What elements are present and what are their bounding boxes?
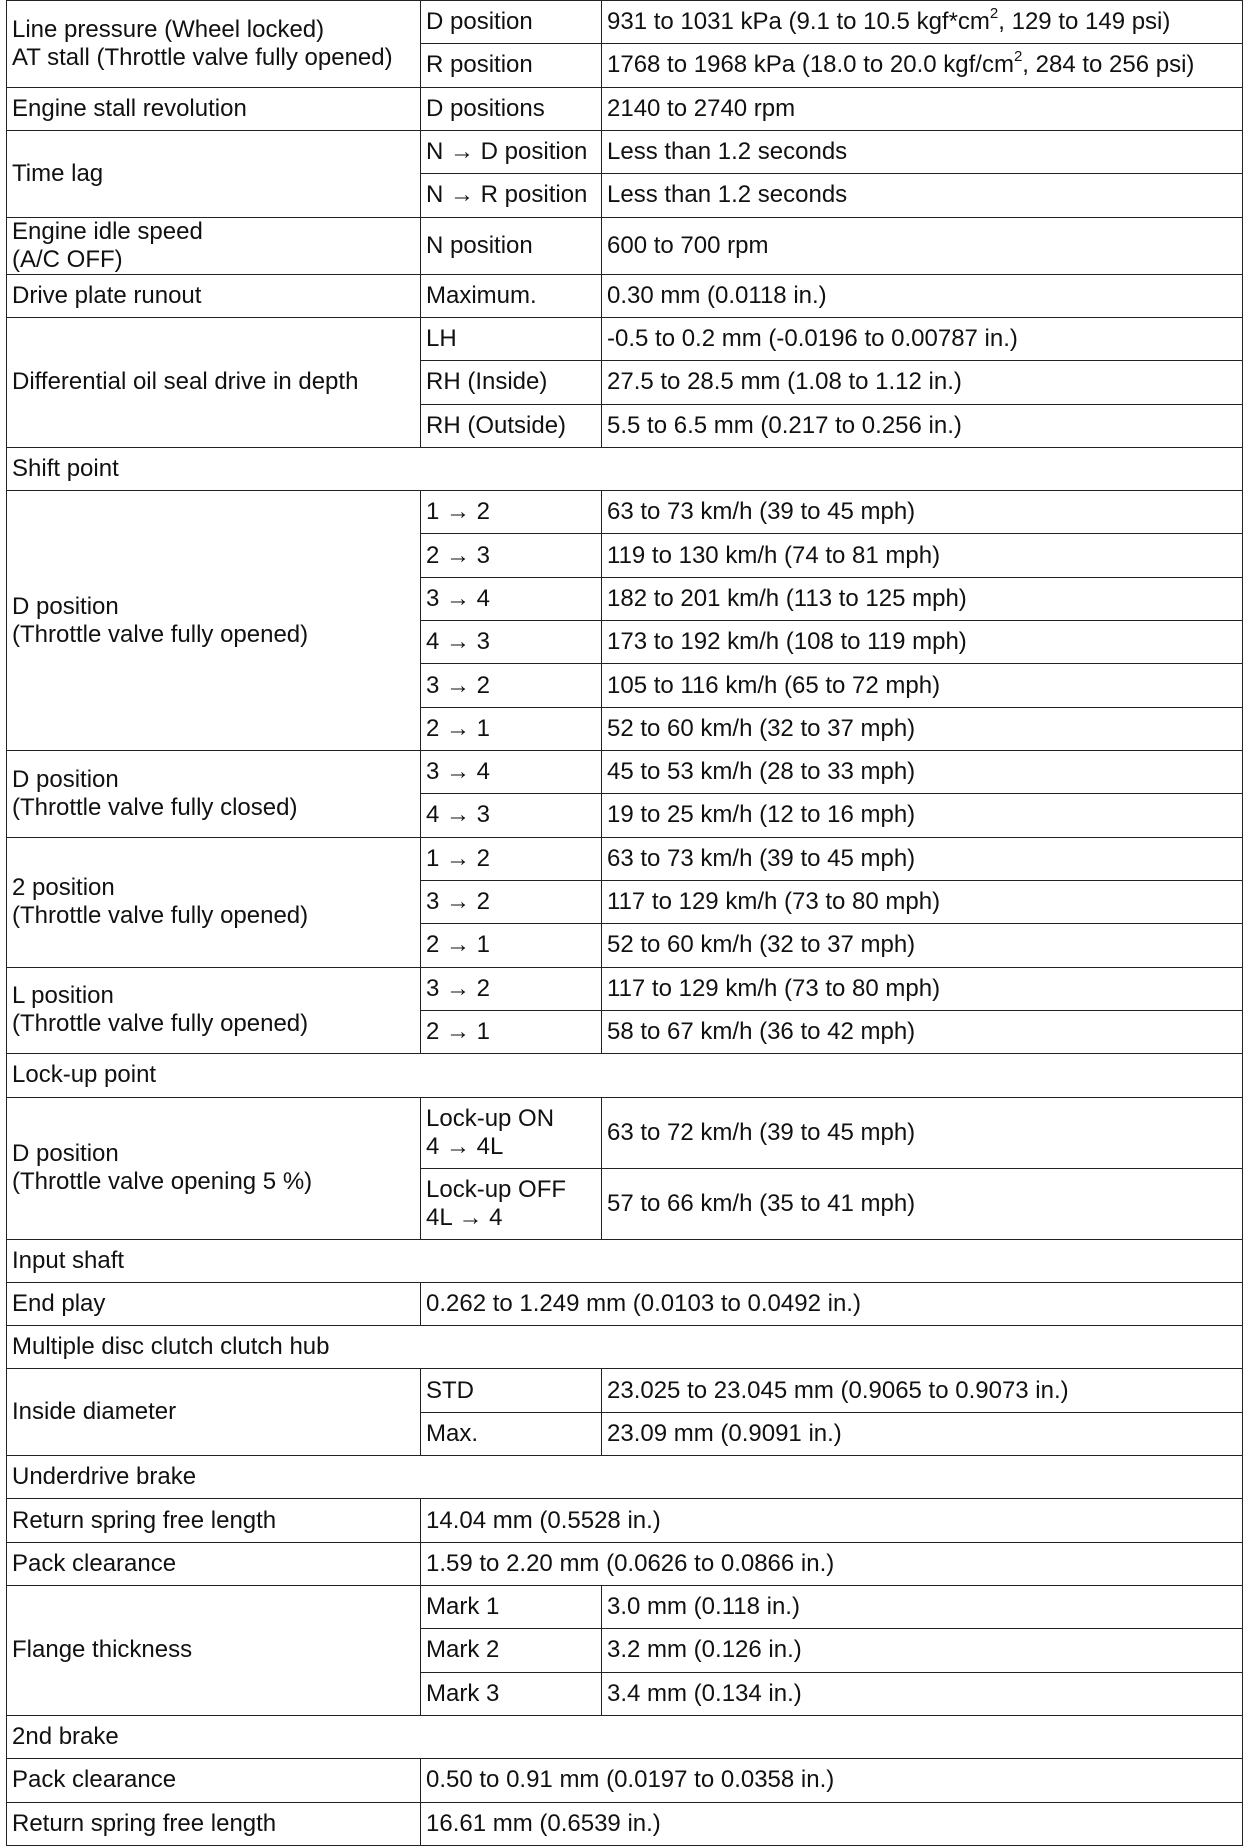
- condition-cell: Maximum.: [421, 274, 602, 317]
- condition-cell: STD: [421, 1369, 602, 1412]
- value-cell: 14.04 mm (0.5528 in.): [421, 1499, 1243, 1542]
- value-cell: 52 to 60 km/h (32 to 37 mph): [602, 924, 1243, 967]
- section-row: [7, 1715, 1243, 1758]
- condition-cell: 2 → 1: [421, 707, 602, 750]
- item-label: Return spring free length: [7, 1802, 421, 1845]
- condition-cell: 3 → 4: [421, 577, 602, 620]
- value-cell: 57 to 66 km/h (35 to 41 mph): [602, 1168, 1243, 1239]
- item-label: End play: [7, 1282, 421, 1325]
- condition-cell: LH: [421, 317, 602, 360]
- value-cell: 58 to 67 km/h (36 to 42 mph): [602, 1010, 1243, 1053]
- item-label: L position (Throttle valve fully opened): [7, 967, 421, 1054]
- table-row: [7, 1586, 1243, 1629]
- condition-cell: Mark 2: [421, 1629, 602, 1672]
- table-row: [7, 1369, 1243, 1412]
- item-label: Flange thickness: [7, 1586, 421, 1716]
- section-heading: Multiple disc clutch clutch hub: [7, 1326, 1243, 1369]
- table-row: [7, 1759, 1243, 1802]
- value-cell: -0.5 to 0.2 mm (-0.0196 to 0.00787 in.): [602, 317, 1243, 360]
- condition-cell: D positions: [421, 87, 602, 130]
- condition-cell: N → R position: [421, 174, 602, 217]
- table-row: [7, 967, 1243, 1010]
- section-heading: Shift point: [7, 447, 1243, 490]
- value-cell: 23.025 to 23.045 mm (0.9065 to 0.9073 in.): [602, 1369, 1243, 1412]
- table-row: [7, 837, 1243, 880]
- value-cell: 182 to 201 km/h (113 to 125 mph): [602, 577, 1243, 620]
- section-heading: Input shaft: [7, 1239, 1243, 1282]
- value-cell: 5.5 to 6.5 mm (0.217 to 0.256 in.): [602, 404, 1243, 447]
- value-cell: 2140 to 2740 rpm: [602, 87, 1243, 130]
- condition-cell: 3 → 2: [421, 967, 602, 1010]
- item-label: Pack clearance: [7, 1759, 421, 1802]
- table-row: [7, 1802, 1243, 1845]
- section-heading: Underdrive brake: [7, 1456, 1243, 1499]
- condition-cell: D position: [421, 1, 602, 44]
- value-cell: 27.5 to 28.5 mm (1.08 to 1.12 in.): [602, 361, 1243, 404]
- section-heading: Lock-up point: [7, 1054, 1243, 1097]
- item-label: Pack clearance: [7, 1542, 421, 1585]
- value-cell: Less than 1.2 seconds: [602, 130, 1243, 173]
- item-label: Differential oil seal drive in depth: [7, 317, 421, 447]
- value-cell: 119 to 130 km/h (74 to 81 mph): [602, 534, 1243, 577]
- value-cell: 3.2 mm (0.126 in.): [602, 1629, 1243, 1672]
- value-cell: 45 to 53 km/h (28 to 33 mph): [602, 751, 1243, 794]
- specification-table: [6, 0, 1243, 1846]
- condition-cell: 3 → 2: [421, 664, 602, 707]
- value-cell: 23.09 mm (0.9091 in.): [602, 1412, 1243, 1455]
- value-cell: 0.50 to 0.91 mm (0.0197 to 0.0358 in.): [421, 1759, 1243, 1802]
- value-cell: 600 to 700 rpm: [602, 217, 1243, 274]
- condition-cell: Mark 3: [421, 1672, 602, 1715]
- table-row: [7, 1499, 1243, 1542]
- section-row: [7, 1054, 1243, 1097]
- table-row: [7, 1097, 1243, 1168]
- condition-cell: 1 → 2: [421, 491, 602, 534]
- condition-cell: RH (Inside): [421, 361, 602, 404]
- item-label: 2 position (Throttle valve fully opened): [7, 837, 421, 967]
- condition-cell: Lock-up ON 4 → 4L: [421, 1097, 602, 1168]
- condition-cell: N position: [421, 217, 602, 274]
- condition-cell: 4 → 3: [421, 621, 602, 664]
- item-label: Engine stall revolution: [7, 87, 421, 130]
- item-label: Line pressure (Wheel locked) AT stall (Throttle valve fully opened): [7, 1, 421, 88]
- table-row: [7, 317, 1243, 360]
- table-row: [7, 87, 1243, 130]
- value-cell: 117 to 129 km/h (73 to 80 mph): [602, 880, 1243, 923]
- table-row: [7, 1, 1243, 44]
- condition-cell: 2 → 1: [421, 1010, 602, 1053]
- section-row: [7, 1239, 1243, 1282]
- item-label: D position (Throttle valve opening 5 %): [7, 1097, 421, 1239]
- item-label: D position (Throttle valve fully closed): [7, 751, 421, 838]
- value-cell: 0.262 to 1.249 mm (0.0103 to 0.0492 in.): [421, 1282, 1243, 1325]
- condition-cell: R position: [421, 44, 602, 87]
- value-cell: 16.61 mm (0.6539 in.): [421, 1802, 1243, 1845]
- value-cell: 3.0 mm (0.118 in.): [602, 1586, 1243, 1629]
- section-heading: 2nd brake: [7, 1715, 1243, 1758]
- section-row: [7, 447, 1243, 490]
- table-row: [7, 1542, 1243, 1585]
- item-label: D position (Throttle valve fully opened): [7, 491, 421, 751]
- section-row: [7, 1326, 1243, 1369]
- table-row: [7, 751, 1243, 794]
- value-cell: 105 to 116 km/h (65 to 72 mph): [602, 664, 1243, 707]
- item-label: Engine idle speed (A/C OFF): [7, 217, 421, 274]
- item-label: Inside diameter: [7, 1369, 421, 1456]
- section-row: [7, 1456, 1243, 1499]
- value-cell: 63 to 73 km/h (39 to 45 mph): [602, 837, 1243, 880]
- value-cell: 931 to 1031 kPa (9.1 to 10.5 $kgf*cm^2$, 129 to 149 psi): [602, 1, 1243, 44]
- condition-cell: N → D position: [421, 130, 602, 173]
- condition-cell: Max.: [421, 1412, 602, 1455]
- item-label: Return spring free length: [7, 1499, 421, 1542]
- value-cell: 1768 to 1968 kPa (18.0 to 20.0 kgf/$cm^2$, 284 to 256 psi): [602, 44, 1243, 87]
- value-cell: 3.4 mm (0.134 in.): [602, 1672, 1243, 1715]
- condition-cell: 2 → 3: [421, 534, 602, 577]
- table-row: [7, 130, 1243, 173]
- condition-cell: 1 → 2: [421, 837, 602, 880]
- value-cell: Less than 1.2 seconds: [602, 174, 1243, 217]
- table-row: [7, 1282, 1243, 1325]
- table-row: [7, 217, 1243, 274]
- value-cell: 63 to 73 km/h (39 to 45 mph): [602, 491, 1243, 534]
- value-cell: 0.30 mm (0.0118 in.): [602, 274, 1243, 317]
- value-cell: 63 to 72 km/h (39 to 45 mph): [602, 1097, 1243, 1168]
- value-cell: 52 to 60 km/h (32 to 37 mph): [602, 707, 1243, 750]
- item-label: Drive plate runout: [7, 274, 421, 317]
- value-cell: 173 to 192 km/h (108 to 119 mph): [602, 621, 1243, 664]
- table-row: [7, 491, 1243, 534]
- value-cell: 19 to 25 km/h (12 to 16 mph): [602, 794, 1243, 837]
- table-row: [7, 274, 1243, 317]
- condition-cell: 3 → 2: [421, 880, 602, 923]
- item-label: Time lag: [7, 130, 421, 217]
- condition-cell: 2 → 1: [421, 924, 602, 967]
- condition-cell: Lock-up OFF 4L → 4: [421, 1168, 602, 1239]
- value-cell: 117 to 129 km/h (73 to 80 mph): [602, 967, 1243, 1010]
- condition-cell: 4 → 3: [421, 794, 602, 837]
- condition-cell: RH (Outside): [421, 404, 602, 447]
- value-cell: 1.59 to 2.20 mm (0.0626 to 0.0866 in.): [421, 1542, 1243, 1585]
- condition-cell: Mark 1: [421, 1586, 602, 1629]
- condition-cell: 3 → 4: [421, 751, 602, 794]
